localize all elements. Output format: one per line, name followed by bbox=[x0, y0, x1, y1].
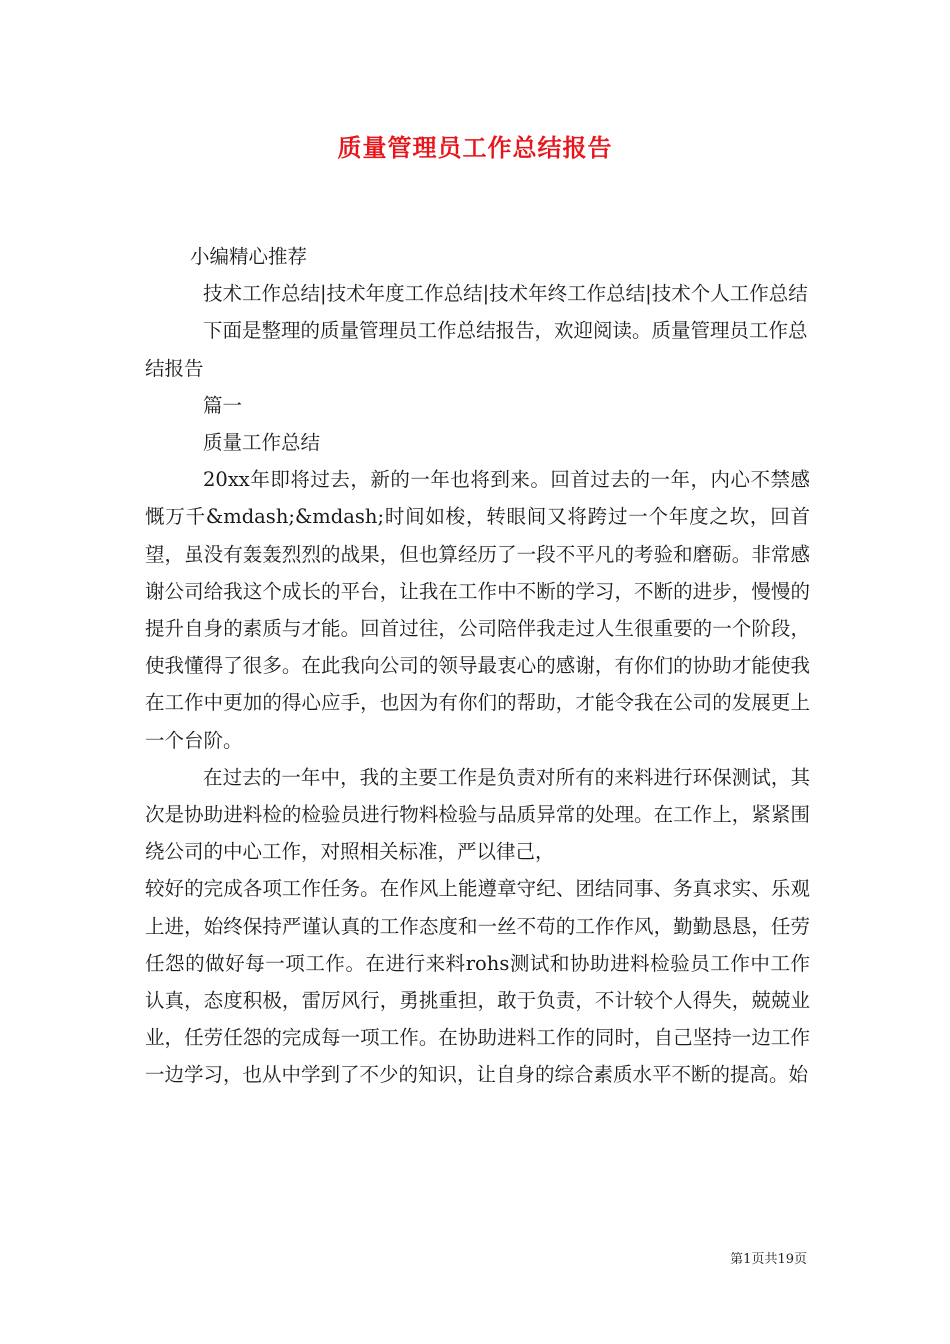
paragraph-2b: 较好的完成各项工作任务。在作风上能遵章守纪、团结同事、务真求实、乐观上进，始终保持严谨认真的工作态度和一丝不苟的工作作风，勤勤恳恳，任劳任怨的做好每一项工作。在进行来料rohs测试和协助进料检验员工作中工作认真，态度积极，雷厉风行，勇挑重担，敢于负责，不计较个人得失，兢兢业业，任劳任怨的完成每一项工作。在协助进料工作的同时，自己坚持一边工作一边学习，也从中学到了不少的知识，让自身的综合素质水平不断的提高。始 bbox=[145, 877, 810, 1087]
paragraph-2a: 在过去的一年中，我的主要工作是负责对所有的来料进行环保测试，其次是协助进料检的检验员进行物料检验与品质异常的处理。在工作上，紧紧围绕公司的中心工作，对照相关标准，严以律己， bbox=[145, 765, 810, 864]
page-number-footer: 第1页共19页 bbox=[730, 1252, 807, 1267]
recommend-label: 小编精心推荐 bbox=[190, 245, 308, 268]
document-body bbox=[145, 238, 810, 1094]
related-links-line: 技术工作总结|技术年度工作总结|技术年终工作总结|技术个人工作总结 bbox=[203, 282, 808, 306]
section-title: 质量工作总结 bbox=[203, 431, 321, 455]
paragraph-1: 20xx年即将过去，新的一年也将到来。回首过去的一年，内心不禁感慨万千&mdash;&mdash;时间如梭，转眼间又将跨过一个年度之坎，回首望，虽没有轰轰烈烈的战果，但也算经历了一段不平凡的考验和磨砺。非常感谢公司给我这个成长的平台，让我在工作中不断的学习，不断的进步，慢慢的提升自身的素质与才能。回首过往，公司陪伴我走过人生很重要的一个阶段，使我懂得了很多。在此我向公司的领导最衷心的感谢，有你们的协助才能使我在工作中更加的得心应手，也因为有你们的帮助，才能令我在公司的发展更上一个台阶。 bbox=[145, 468, 810, 752]
section-label: 篇一 bbox=[203, 393, 243, 417]
intro-paragraph: 下面是整理的质量管理员工作总结报告，欢迎阅读。质量管理员工作总结报告 bbox=[145, 319, 808, 380]
document-title: 质量管理员工作总结报告 bbox=[337, 133, 613, 162]
